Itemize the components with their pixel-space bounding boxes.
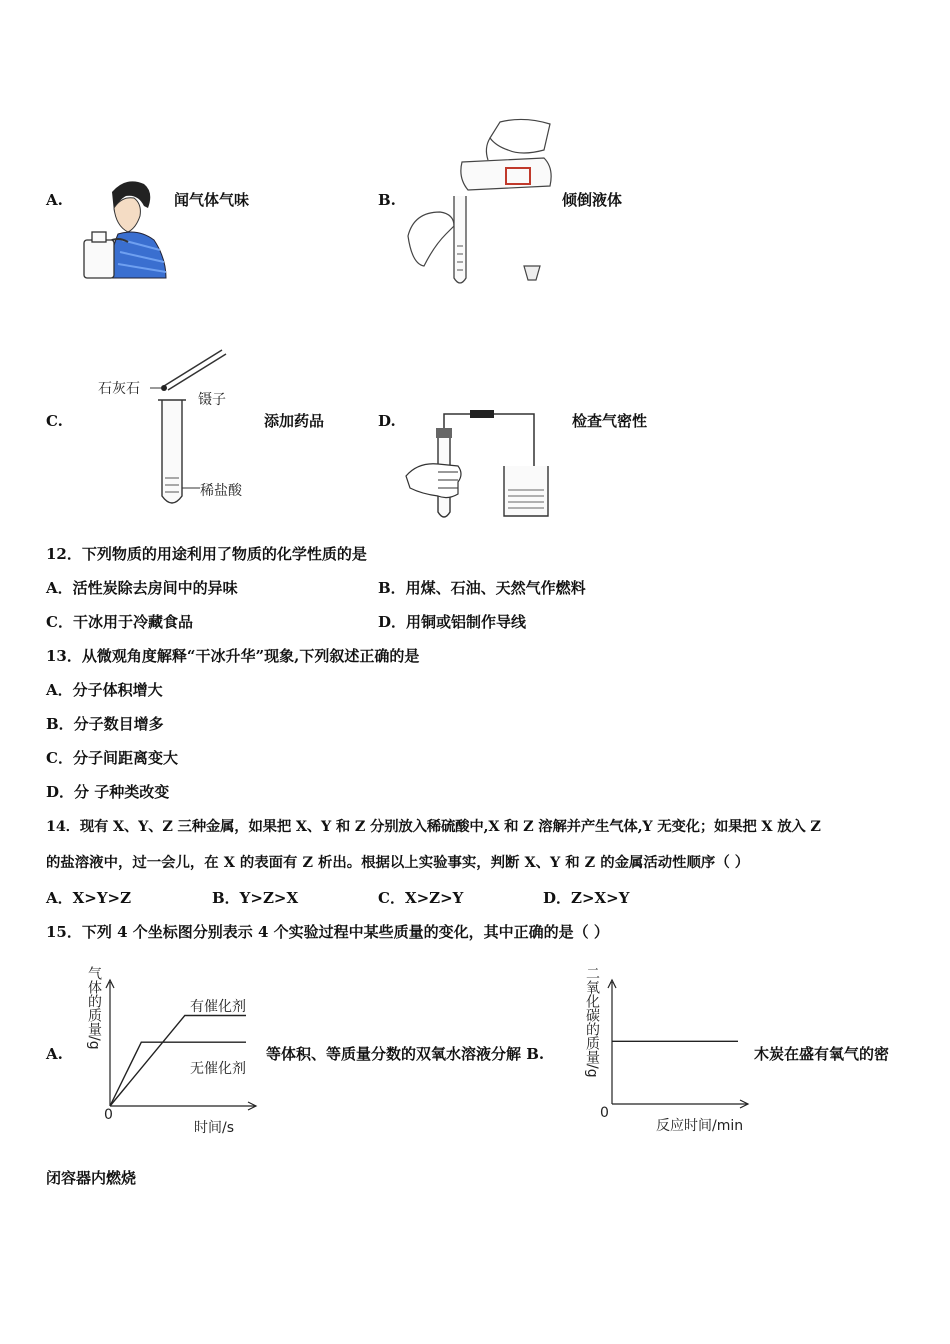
q14-option-d[interactable]: D．Z>X>Y xyxy=(543,889,630,907)
q13-option-b[interactable]: B．分子数目增多 xyxy=(46,715,164,733)
chart-a-origin: 0 xyxy=(104,1107,113,1123)
q15-option-a-text: 等体积、等质量分数的双氧水溶液分解 B. xyxy=(266,1045,545,1063)
smell-gas-illustration xyxy=(78,178,173,286)
q11-option-c-letter[interactable]: C. xyxy=(46,412,63,430)
q14-option-a[interactable]: A．X>Y>Z xyxy=(46,889,132,907)
q13-option-a[interactable]: A．分子体积增大 xyxy=(46,681,163,699)
chart-a-legend-catalyst: 有催化剂 xyxy=(190,999,246,1015)
q15-option-b-text-cont: 闭容器内燃烧 xyxy=(46,1169,137,1187)
q13-option-d[interactable]: D．分 子种类改变 xyxy=(46,783,170,801)
q11-option-a-text: 闻气体气味 xyxy=(174,191,250,209)
label-tweezers: 镊子 xyxy=(198,392,226,408)
q11-option-b-letter[interactable]: B. xyxy=(378,191,396,209)
chart-a-series-1-line xyxy=(110,1016,246,1107)
q12-stem: 12．下列物质的用途利用了物质的化学性质的是 xyxy=(46,545,367,563)
chart-b-xlabel: 反应时间/min xyxy=(656,1118,744,1134)
label-limestone: 石灰石 xyxy=(98,381,140,397)
chart-a xyxy=(110,976,260,1110)
q15-option-a-letter[interactable]: A. xyxy=(46,1045,63,1063)
q14-stem-line2: 的盐溶液中，过一会儿，在 X 的表面有 Z 析出。根据以上实验事实，判断 X、Y 和 Z 的金属活动性顺序（ ） xyxy=(46,854,750,871)
q12-option-b[interactable]: B．用煤、石油、天然气作燃料 xyxy=(378,579,586,597)
pour-liquid-illustration xyxy=(404,116,554,291)
chart-a-series-2-line xyxy=(110,1042,246,1106)
label-dilute-hcl: 稀盐酸 xyxy=(200,483,242,499)
chart-b-origin: 0 xyxy=(600,1105,609,1121)
q11-option-d-text: 检查气密性 xyxy=(572,412,648,430)
q14-option-c[interactable]: C．X>Z>Y xyxy=(378,889,464,907)
chart-a-ylabel: 气体的质量/g xyxy=(86,966,102,1050)
q11-option-b-text: 倾倒液体 xyxy=(562,191,623,209)
q11-option-d-letter[interactable]: D. xyxy=(378,412,396,430)
q14-option-b[interactable]: B．Y>Z>X xyxy=(212,889,299,907)
q14-stem-line1: 14．现有 X、Y、Z 三种金属，如果把 X、Y 和 Z 分别放入稀硫酸中,X 和 Z 溶解并产生气体,Y 无变化；如果把 X 放入 Z xyxy=(46,818,821,835)
airtightness-check-illustration xyxy=(404,408,554,520)
q12-option-c[interactable]: C．干冰用于冷藏食品 xyxy=(46,613,193,631)
q13-stem: 13．从微观角度解释“干冰升华”现象,下列叙述正确的是 xyxy=(46,647,420,665)
chart-a-xlabel: 时间/s xyxy=(194,1120,235,1136)
q12-option-a[interactable]: A．活性炭除去房间中的异味 xyxy=(46,579,238,597)
q15-stem: 15．下列 4 个坐标图分别表示 4 个实验过程中某些质量的变化，其中正确的是（ ） xyxy=(46,923,609,941)
q12-option-d[interactable]: D．用铜或铝制作导线 xyxy=(378,613,527,631)
chart-b-ylabel: 二氧化碳的质量/g xyxy=(584,966,600,1078)
chart-b xyxy=(612,976,752,1108)
q11-option-a-letter[interactable]: A. xyxy=(46,191,63,209)
chart-a-legend-no-catalyst: 无催化剂 xyxy=(190,1061,246,1077)
q13-option-c[interactable]: C．分子间距离变大 xyxy=(46,749,178,767)
add-reagent-illustration xyxy=(150,348,230,510)
q11-option-c-text: 添加药品 xyxy=(264,412,325,430)
q15-option-b-text: 木炭在盛有氧气的密 xyxy=(754,1045,890,1063)
